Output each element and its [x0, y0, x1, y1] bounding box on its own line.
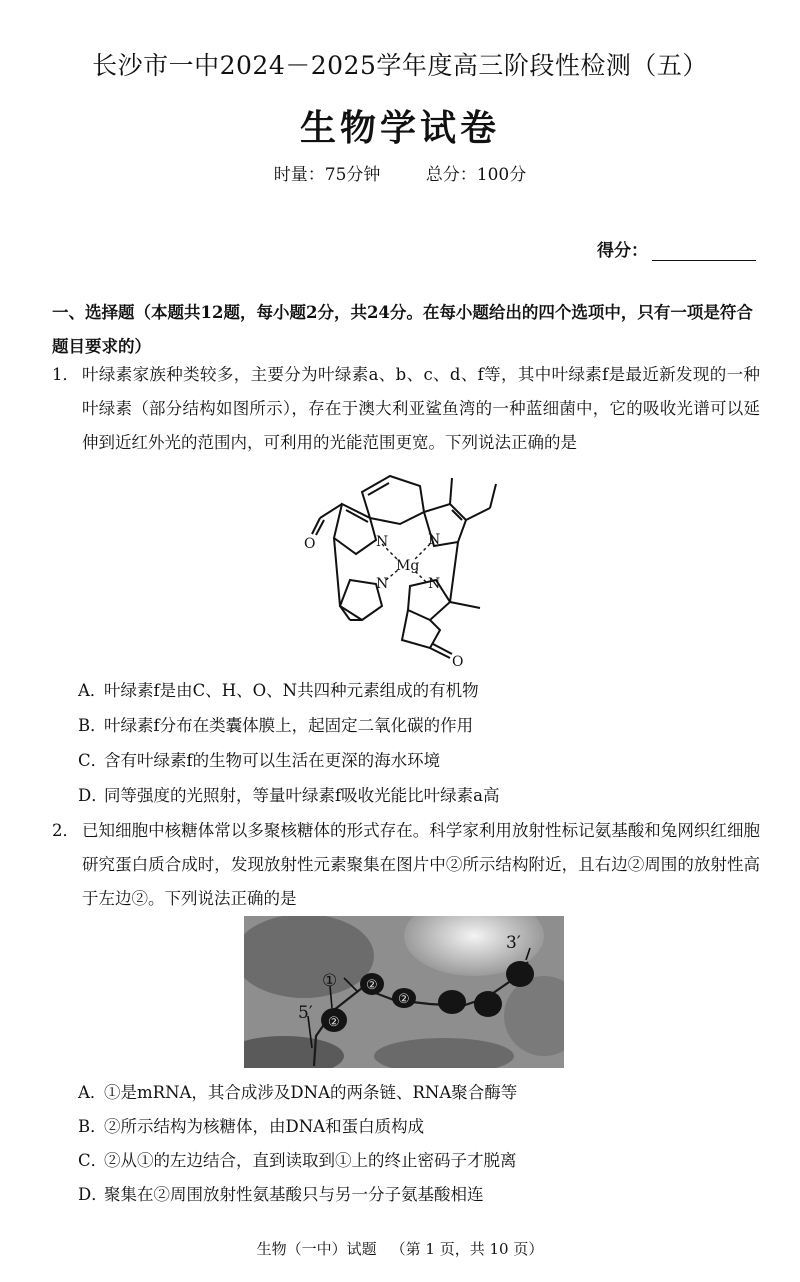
ribosome [506, 961, 534, 987]
nitrogen-label: N [428, 576, 441, 592]
section-heading: 一、选择题（本题共12题，每小题2分，共24分。在每小题给出的四个选项中，只有一项是符合题目要求的） [52, 303, 753, 356]
ribosome [474, 991, 502, 1017]
exam-total-score: 总分：100分 [425, 165, 527, 185]
five-prime-label: 5′ [298, 1003, 313, 1023]
exam-meta [0, 160, 800, 185]
score-field [597, 236, 756, 261]
option-a[interactable]: A．叶绿素f是由C、H、O、N共四种元素组成的有机物 [78, 681, 479, 700]
magnesium-label: Mg [396, 558, 420, 574]
mrna-marker: ① [322, 971, 338, 991]
option-c[interactable]: C．②从①的左边结合，直到读取到①上的终止密码子才脱离 [78, 1151, 517, 1170]
option-b[interactable]: B．叶绿素f分布在类囊体膜上，起固定二氧化碳的作用 [78, 716, 474, 735]
exam-subject-title: 生物学试卷 [299, 107, 500, 149]
option-d[interactable]: D．同等强度的光照射，等量叶绿素f吸收光能比叶绿素a高 [78, 786, 500, 805]
question-number: 1． [52, 365, 79, 384]
ribosome-marker: ② [366, 978, 378, 993]
footer-page-number: （第 1 页，共 10 页） [390, 1240, 544, 1258]
oxygen-label: O [452, 654, 464, 670]
nitrogen-label: N [376, 534, 389, 550]
ribosome-marker: ② [398, 992, 410, 1007]
footer-subject: 生物（一中）试题 [256, 1240, 377, 1258]
exam-school-title: 长沙市一中2024－2025学年度高三阶段性检测（五） [92, 51, 708, 80]
question-number: 2． [52, 821, 79, 840]
score-label: 得分： [597, 241, 648, 261]
question-1 [52, 358, 760, 460]
polyribosome-micrograph [244, 916, 564, 1068]
question-stem: 已知细胞中核糖体常以多聚核糖体的形式存在。科学家利用放射性标记氨基酸和兔网织红细胞研究蛋白质合成时，发现放射性元素聚集在图片中②所示结构附近，且右边②周围的放射性高于左边②。下列说法正确的是 [82, 821, 760, 908]
nitrogen-label: N [376, 576, 389, 592]
score-blank[interactable] [652, 242, 756, 261]
chlorophyll-f-structure-figure [290, 462, 510, 670]
page-footer [0, 1238, 800, 1259]
option-b[interactable]: B．②所示结构为核糖体，由DNA和蛋白质构成 [78, 1117, 425, 1136]
option-a[interactable]: A．①是mRNA，其合成涉及DNA的两条链、RNA聚合酶等 [78, 1083, 518, 1102]
option-d[interactable]: D．聚集在②周围放射性氨基酸只与另一分子氨基酸相连 [78, 1185, 484, 1204]
question-stem: 叶绿素家族种类较多，主要分为叶绿素a、b、c、d、f等，其中叶绿素f是最近新发现的一种叶绿素（部分结构如图所示），存在于澳大利亚鲨鱼湾的一种蓝细菌中，它的吸收光谱可以延伸到近红外光的范围内，可利用的光能范围更宽。下列说法正确的是 [82, 365, 760, 452]
nitrogen-label: N [428, 532, 441, 548]
ribosome [438, 990, 466, 1014]
exam-time: 时量：75分钟 [273, 165, 381, 185]
ribosome-marker: ② [328, 1015, 340, 1030]
oxygen-label: O [304, 536, 316, 552]
three-prime-label: 3′ [506, 933, 521, 953]
option-c[interactable]: C．含有叶绿素f的生物可以生活在更深的海水环境 [78, 751, 441, 770]
question-2 [52, 814, 760, 916]
